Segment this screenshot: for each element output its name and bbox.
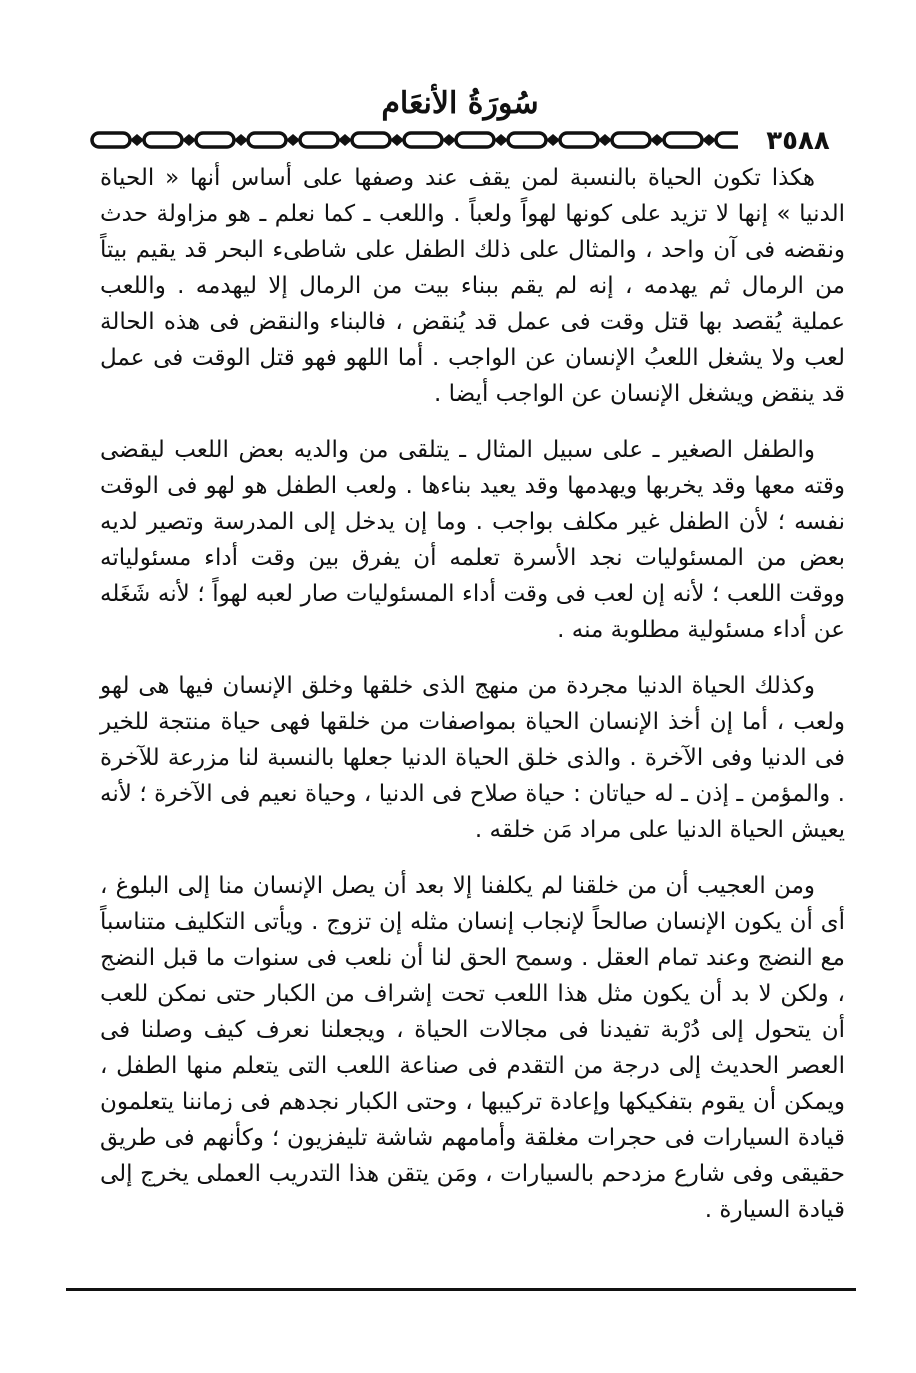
- chain-link-9: [560, 133, 598, 147]
- chain-diamond-9: [598, 134, 612, 146]
- chain-link-6: [404, 133, 442, 147]
- chain-link-4: [300, 133, 338, 147]
- chain-link-0: [92, 133, 130, 147]
- chain-diamond-5: [390, 134, 404, 146]
- chain-diamond-7: [494, 134, 508, 146]
- chain-link-5: [352, 133, 390, 147]
- chain-diamond-1: [182, 134, 196, 146]
- chain-diamond-3: [286, 134, 300, 146]
- chain-link-2: [196, 133, 234, 147]
- chain-diamond-2: [234, 134, 248, 146]
- chain-link-12: [716, 133, 738, 147]
- chain-diamond-11: [702, 134, 716, 146]
- chain-link-11: [664, 133, 702, 147]
- paragraph-2: والطفل الصغير ـ على سبيل المثال ـ يتلقى من والديه بعض اللعب ليقضى وقته معها وقد يخربها ويهدمها وقد يعيد بناءها . ولعب الطفل هو لهو فى الوقت نفسه ؛ لأن الطفل غير مكلف بواجب . وما إن يدخل إلى المدرسة وتصير لديه بعض من المسئوليات نجد الأسرة تعلمه أن يفرق بين وقت أداء مسئولياته ووقت اللعب ؛ لأنه إن لعب فى وقت أداء المسئوليات صار لعبه لهواً ؛ لأنه شَغَله عن أداء مسئولية مطلوبة منه .: [100, 437, 845, 643]
- chain-diamond-8: [546, 134, 560, 146]
- chain-diamond-10: [650, 134, 664, 146]
- paragraph-1: هكذا تكون الحياة بالنسبة لمن يقف عند وصفها على أساس أنها « الحياة الدنيا » إنها لا تزيد على كونها لهواً ولعباً . واللعب ـ كما نعلم ـ هو مزاولة حدث ونقضه فى آن واحد ، والمثال على ذلك الطفل على شاطىء البحر قد يقيم بيتاً من الرمال ثم يهدمه ، إنه لم يقم ببناء بيت من الرمال إلا ليهدمه . واللعب عملية يُقصد بها قتل وقت فى عمل قد يُنقض ، فالبناء والنقض فى هذه الحالة لعب ولا يشغل اللعبُ الإنسان عن الواجب . أما اللهو فهو قتل الوقت فى عمل قد ينقض ويشغل الإنسان عن الواجب أيضا .: [100, 165, 845, 407]
- body-text: [100, 160, 845, 1248]
- chain-link-10: [612, 133, 650, 147]
- surah-title: سُورَةُ الأنعَام: [381, 86, 539, 121]
- chain-diamond-0: [130, 134, 144, 146]
- chain-link-8: [508, 133, 546, 147]
- chain-link-1: [144, 133, 182, 147]
- page-number: ٣٥٨٨: [766, 126, 830, 156]
- chain-link-3: [248, 133, 286, 147]
- footer-rule: [66, 1288, 856, 1291]
- chain-link-7: [456, 133, 494, 147]
- chain-diamond-4: [338, 134, 352, 146]
- ornamental-chain-rule: [88, 128, 738, 152]
- paragraph-4: ومن العجيب أن من خلقنا لم يكلفنا إلا بعد أن يصل الإنسان منا إلى البلوغ ، أى أن يكون الإنسان صالحاً لإنجاب إنسان مثله إن تزوج . ويأتى التكليف متناسباً مع النضج وعند تمام العقل . وسمح الحق لنا أن نلعب فى سنوات ما قبل النضج ، ولكن لا بد أن يكون مثل هذا اللعب تحت إشراف من الكبار حتى نمكن للعب أن يتحول إلى دُرْبة تفيدنا فى مجالات الحياة ، ويجعلنا نعرف كيف وصلنا فى العصر الحديث إلى درجة من التقدم فى صناعة اللعب التى يتعلم منها الطفل ، ويمكن أن يقوم بتفكيكها وإعادة تركيبها ، وحتى الكبار نجدهم فى زماننا يتعلمون قيادة السيارات فى حجرات مغلقة وأمامهم شاشة تليفزيون ؛ وكأنهم فى طريق حقيقى وفى شارع مزدحم بالسيارات ، ومَن يتقن هذا التدريب العملى يخرج إلى قيادة السيارة .: [100, 873, 845, 1223]
- chain-diamond-6: [442, 134, 456, 146]
- paragraph-3: وكذلك الحياة الدنيا مجردة من منهج الذى خلقها وخلق الإنسان فيها هى لهو ولعب ، أما إن أخذ الإنسان الحياة بمواصفات من خلقها فهى حياة منتجة للخير فى الدنيا وفى الآخرة . والذى خلق الحياة الدنيا جعلها بالنسبة لنا مزرعة للآخرة . والمؤمن ـ إذن ـ له حياتان : حياة صلاح فى الدنيا ، وحياة نعيم فى الآخرة ؛ لأنه يعيش الحياة الدنيا على مراد مَن خلقه .: [100, 673, 845, 843]
